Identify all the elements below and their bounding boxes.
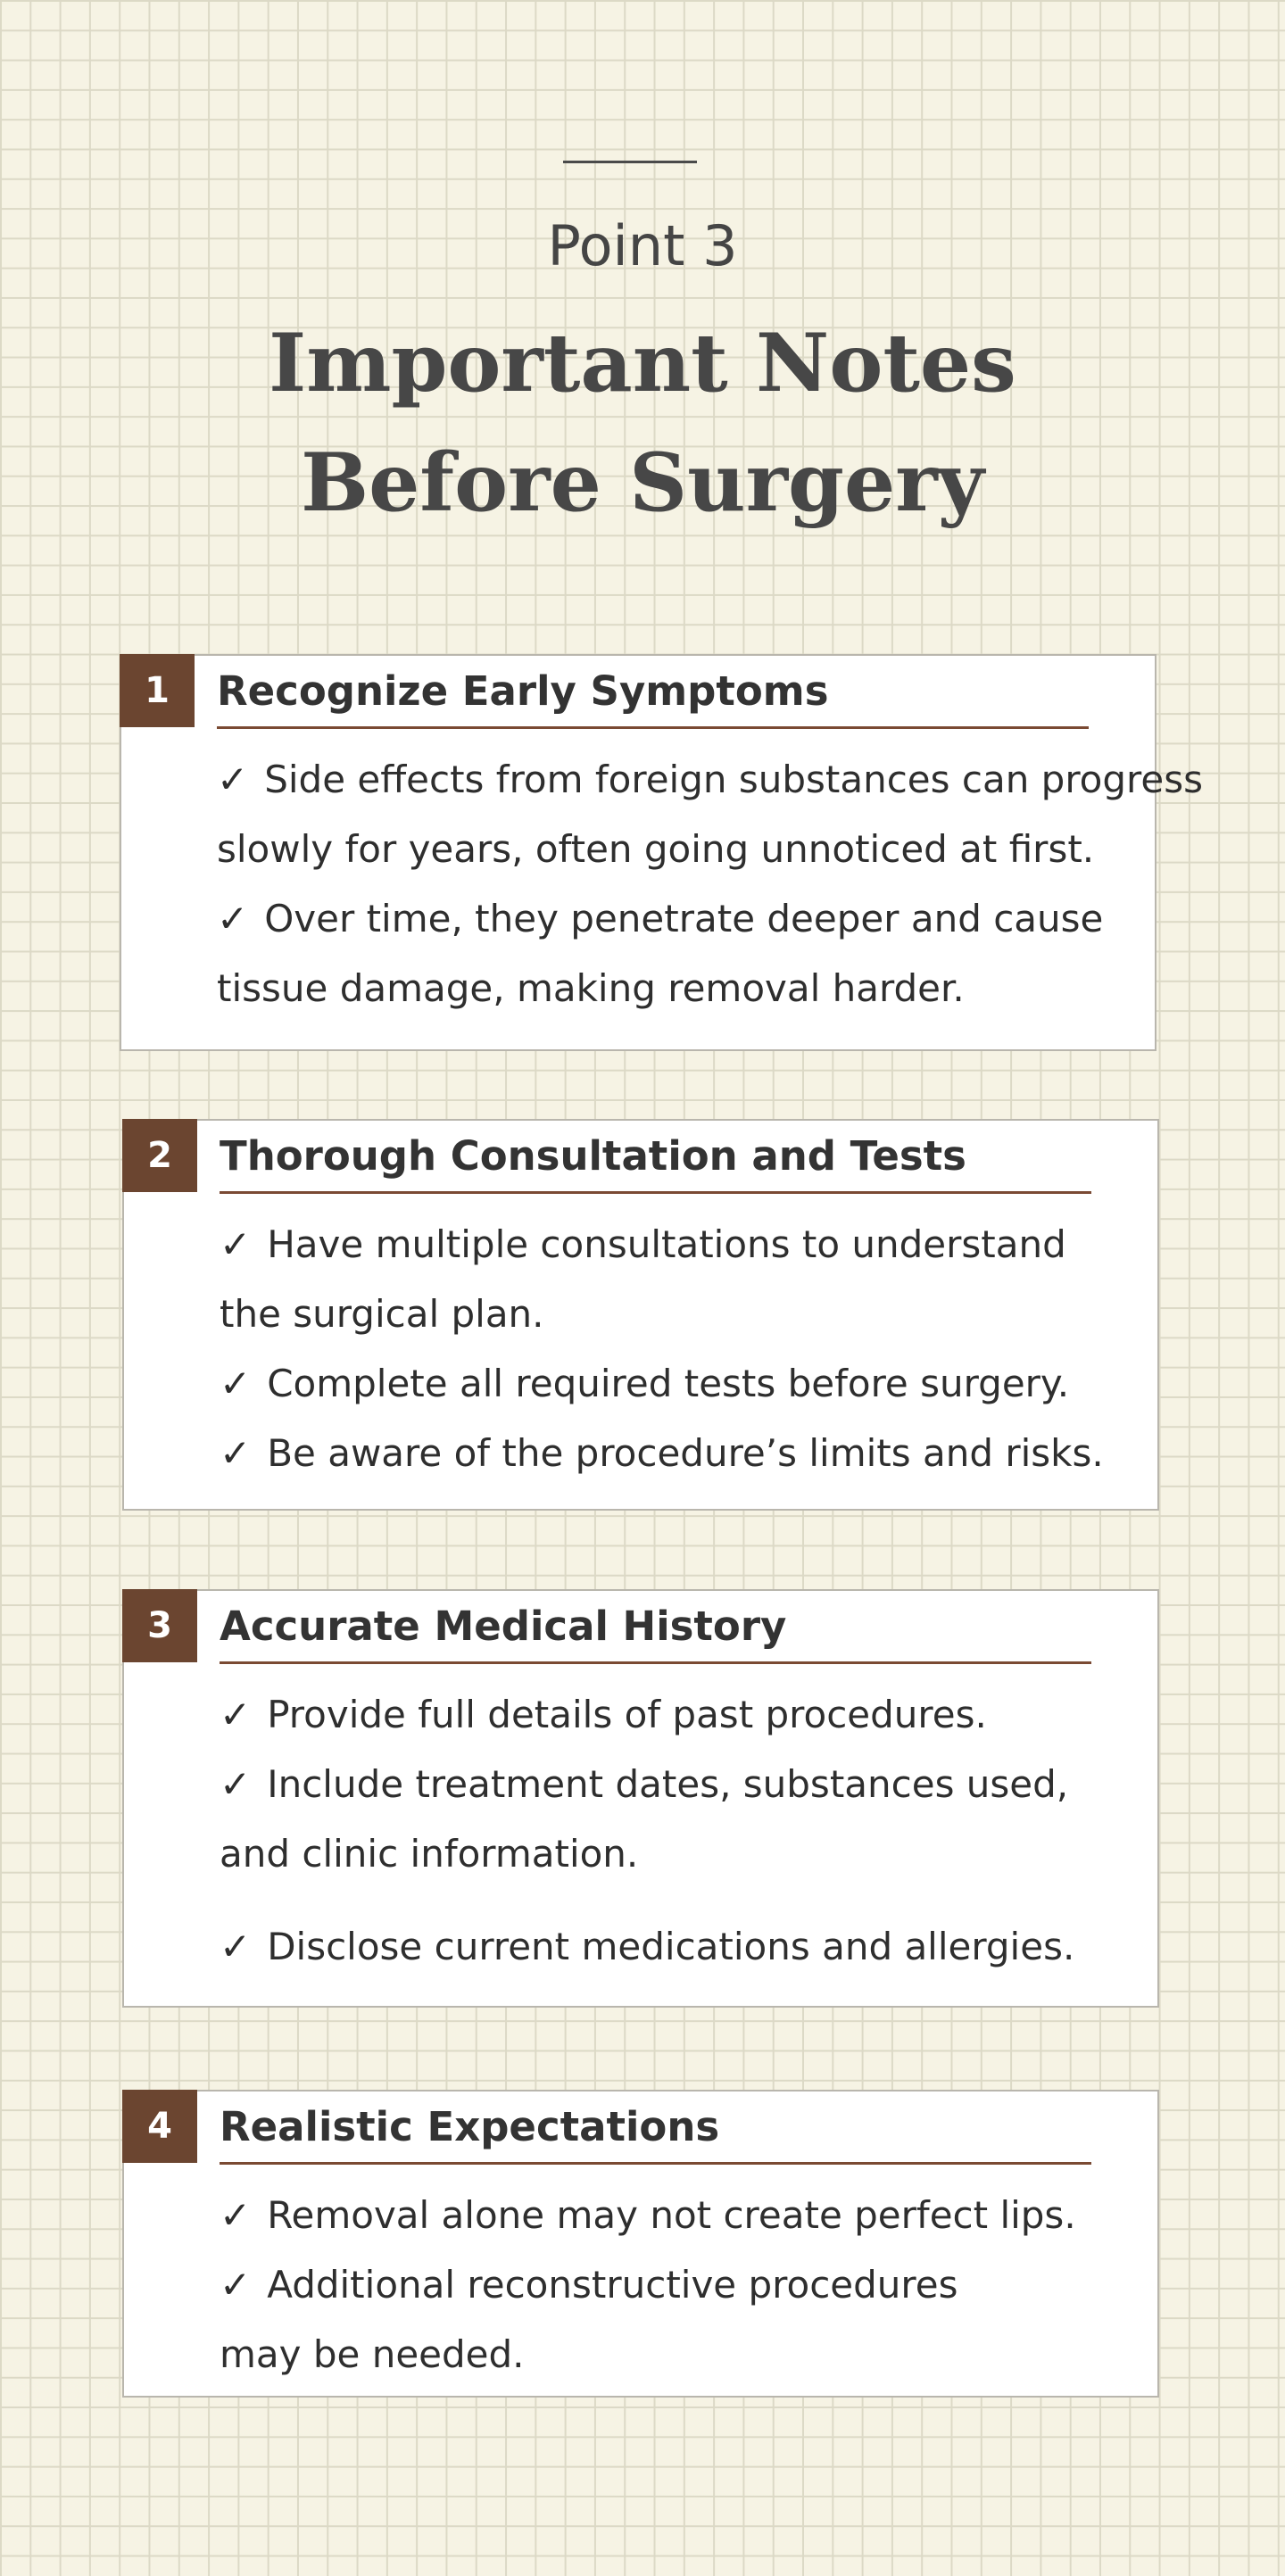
list-item: ✓ Side effects from foreign substances can progress [217,758,1203,801]
list-item: ✓ Include treatment dates, substances used, [220,1762,1069,1806]
list-item: ✓ Additional reconstructive procedures [220,2263,958,2307]
check-icon: ✓ [220,1693,252,1736]
list-item: ✓ Complete all required tests before surgery. [220,1362,1070,1405]
list-item: ✓ Removal alone may not create perfect lips. [220,2193,1076,2237]
check-icon: ✓ [220,1362,252,1405]
card-title: Accurate Medical History [220,1603,787,1650]
card-title: Thorough Consultation and Tests [220,1132,966,1180]
section-eyebrow: Point 3 [547,213,738,278]
note-card-2 [122,1119,1159,1511]
page-title [0,303,1285,543]
card-number-badge: 4 [122,2090,197,2163]
list-item: ✓ Be aware of the procedure’s limits and risks. [220,1431,1104,1475]
list-item-continuation: may be needed. [220,2332,525,2376]
list-item: ✓ Over time, they penetrate deeper and cause [217,897,1104,940]
page-title-line-1: Important Notes [269,316,1016,410]
card-number-badge: 3 [122,1589,197,1662]
check-icon: ✓ [217,758,249,801]
card-body [220,2181,1112,2390]
note-card-4 [122,2090,1159,2398]
list-item: ✓ Disclose current medications and allergies. [220,1925,1075,1968]
list-item-continuation: tissue damage, making removal harder. [217,966,965,1010]
card-body [217,745,1203,1023]
card-body [220,1210,1112,1488]
check-icon: ✓ [220,2263,252,2307]
check-icon: ✓ [220,1431,252,1475]
card-title-underline [220,1661,1091,1664]
card-title-underline [217,726,1089,729]
card-body [220,1680,1112,1982]
note-card-1 [120,654,1203,1051]
check-icon: ✓ [220,1762,252,1806]
card-title: Recognize Early Symptoms [217,667,829,715]
top-divider [563,161,697,163]
list-item-continuation: the surgical plan. [220,1292,544,1336]
check-icon: ✓ [220,1222,252,1266]
card-number-badge: 2 [122,1119,197,1192]
check-icon: ✓ [220,1925,252,1968]
card-title-underline [220,2162,1091,2165]
page-title-line-2: Before Surgery [301,435,984,530]
note-card-3 [122,1589,1159,2008]
card-number-badge: 1 [120,654,195,727]
card-title: Realistic Expectations [220,2103,720,2150]
list-item-continuation: slowly for years, often going unnoticed at first. [217,827,1095,871]
check-icon: ✓ [217,897,249,940]
card-title-underline [220,1191,1091,1194]
list-item: ✓ Have multiple consultations to understand [220,1222,1066,1266]
list-item: ✓ Provide full details of past procedures. [220,1693,987,1736]
check-icon: ✓ [220,2193,252,2237]
list-item-continuation: and clinic information. [220,1832,639,1876]
